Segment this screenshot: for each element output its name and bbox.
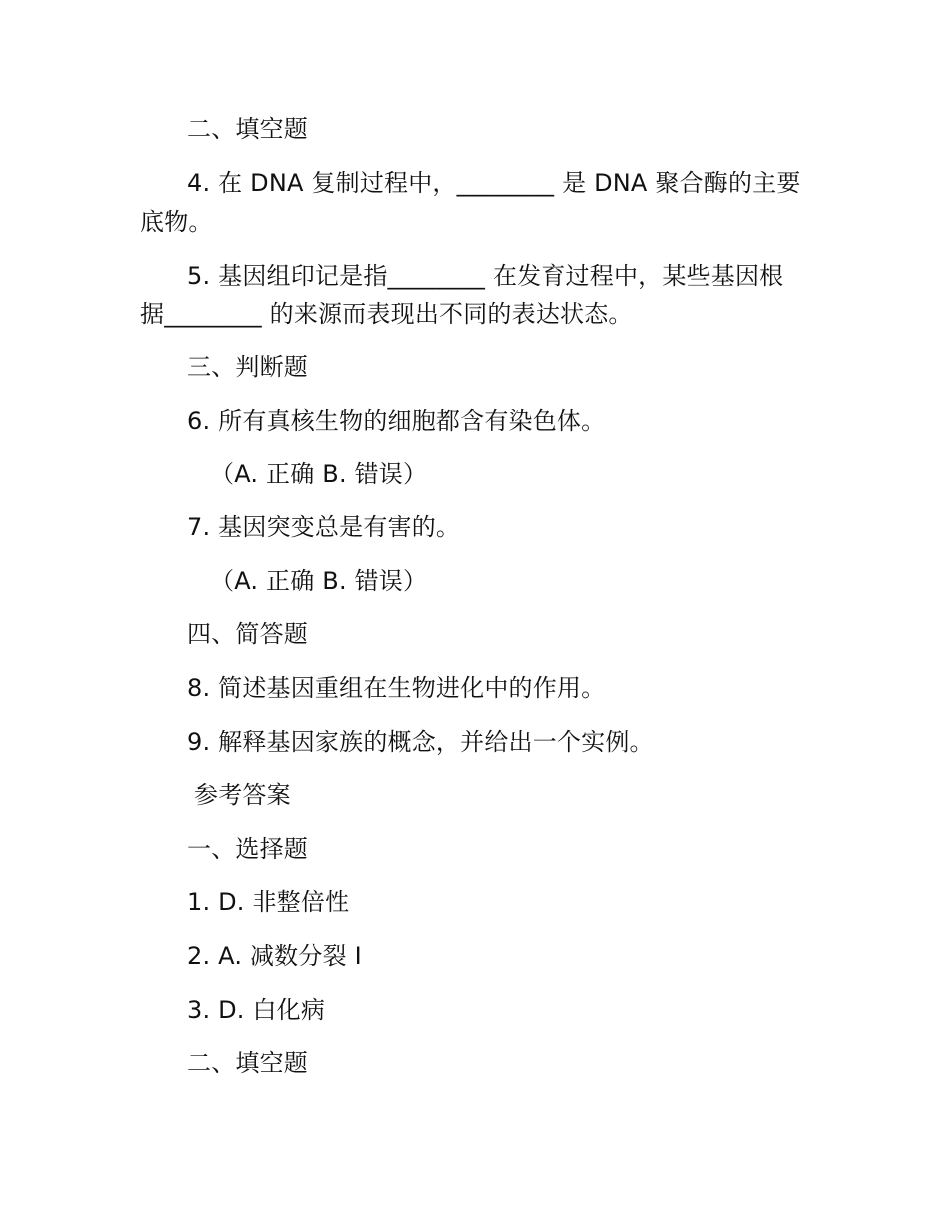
answer-1: 1. D. 非整倍性: [187, 888, 350, 916]
question-4-line-1: 4. 在 DNA 复制过程中，________ 是 DNA 聚合酶的主要: [187, 169, 801, 197]
answer-key-heading: 参考答案: [194, 781, 291, 809]
section-heading-fill-in: 二、填空题: [187, 115, 308, 143]
answer-section-fill-in: 二、填空题: [187, 1049, 308, 1077]
question-5-line-2: 据________ 的来源而表现出不同的表达状态。: [140, 300, 633, 328]
question-6: 6. 所有真核生物的细胞都含有染色体。: [187, 407, 606, 435]
answer-2: 2. A. 减数分裂 I: [187, 942, 362, 970]
question-4-line-2: 底物。: [140, 208, 213, 236]
question-7-options: （A. 正确 B. 错误）: [210, 567, 428, 595]
question-7: 7. 基因突变总是有害的。: [187, 513, 461, 541]
answer-section-multiple-choice: 一、选择题: [187, 835, 308, 863]
section-heading-true-false: 三、判断题: [187, 353, 308, 381]
question-5-line-1: 5. 基因组印记是指________ 在发育过程中，某些基因根: [187, 262, 784, 290]
section-heading-short-answer: 四、简答题: [187, 620, 308, 648]
question-9: 9. 解释基因家族的概念，并给出一个实例。: [187, 728, 654, 756]
question-6-options: （A. 正确 B. 错误）: [210, 460, 428, 488]
answer-3: 3. D. 白化病: [187, 996, 326, 1024]
question-8: 8. 简述基因重组在生物进化中的作用。: [187, 674, 606, 702]
